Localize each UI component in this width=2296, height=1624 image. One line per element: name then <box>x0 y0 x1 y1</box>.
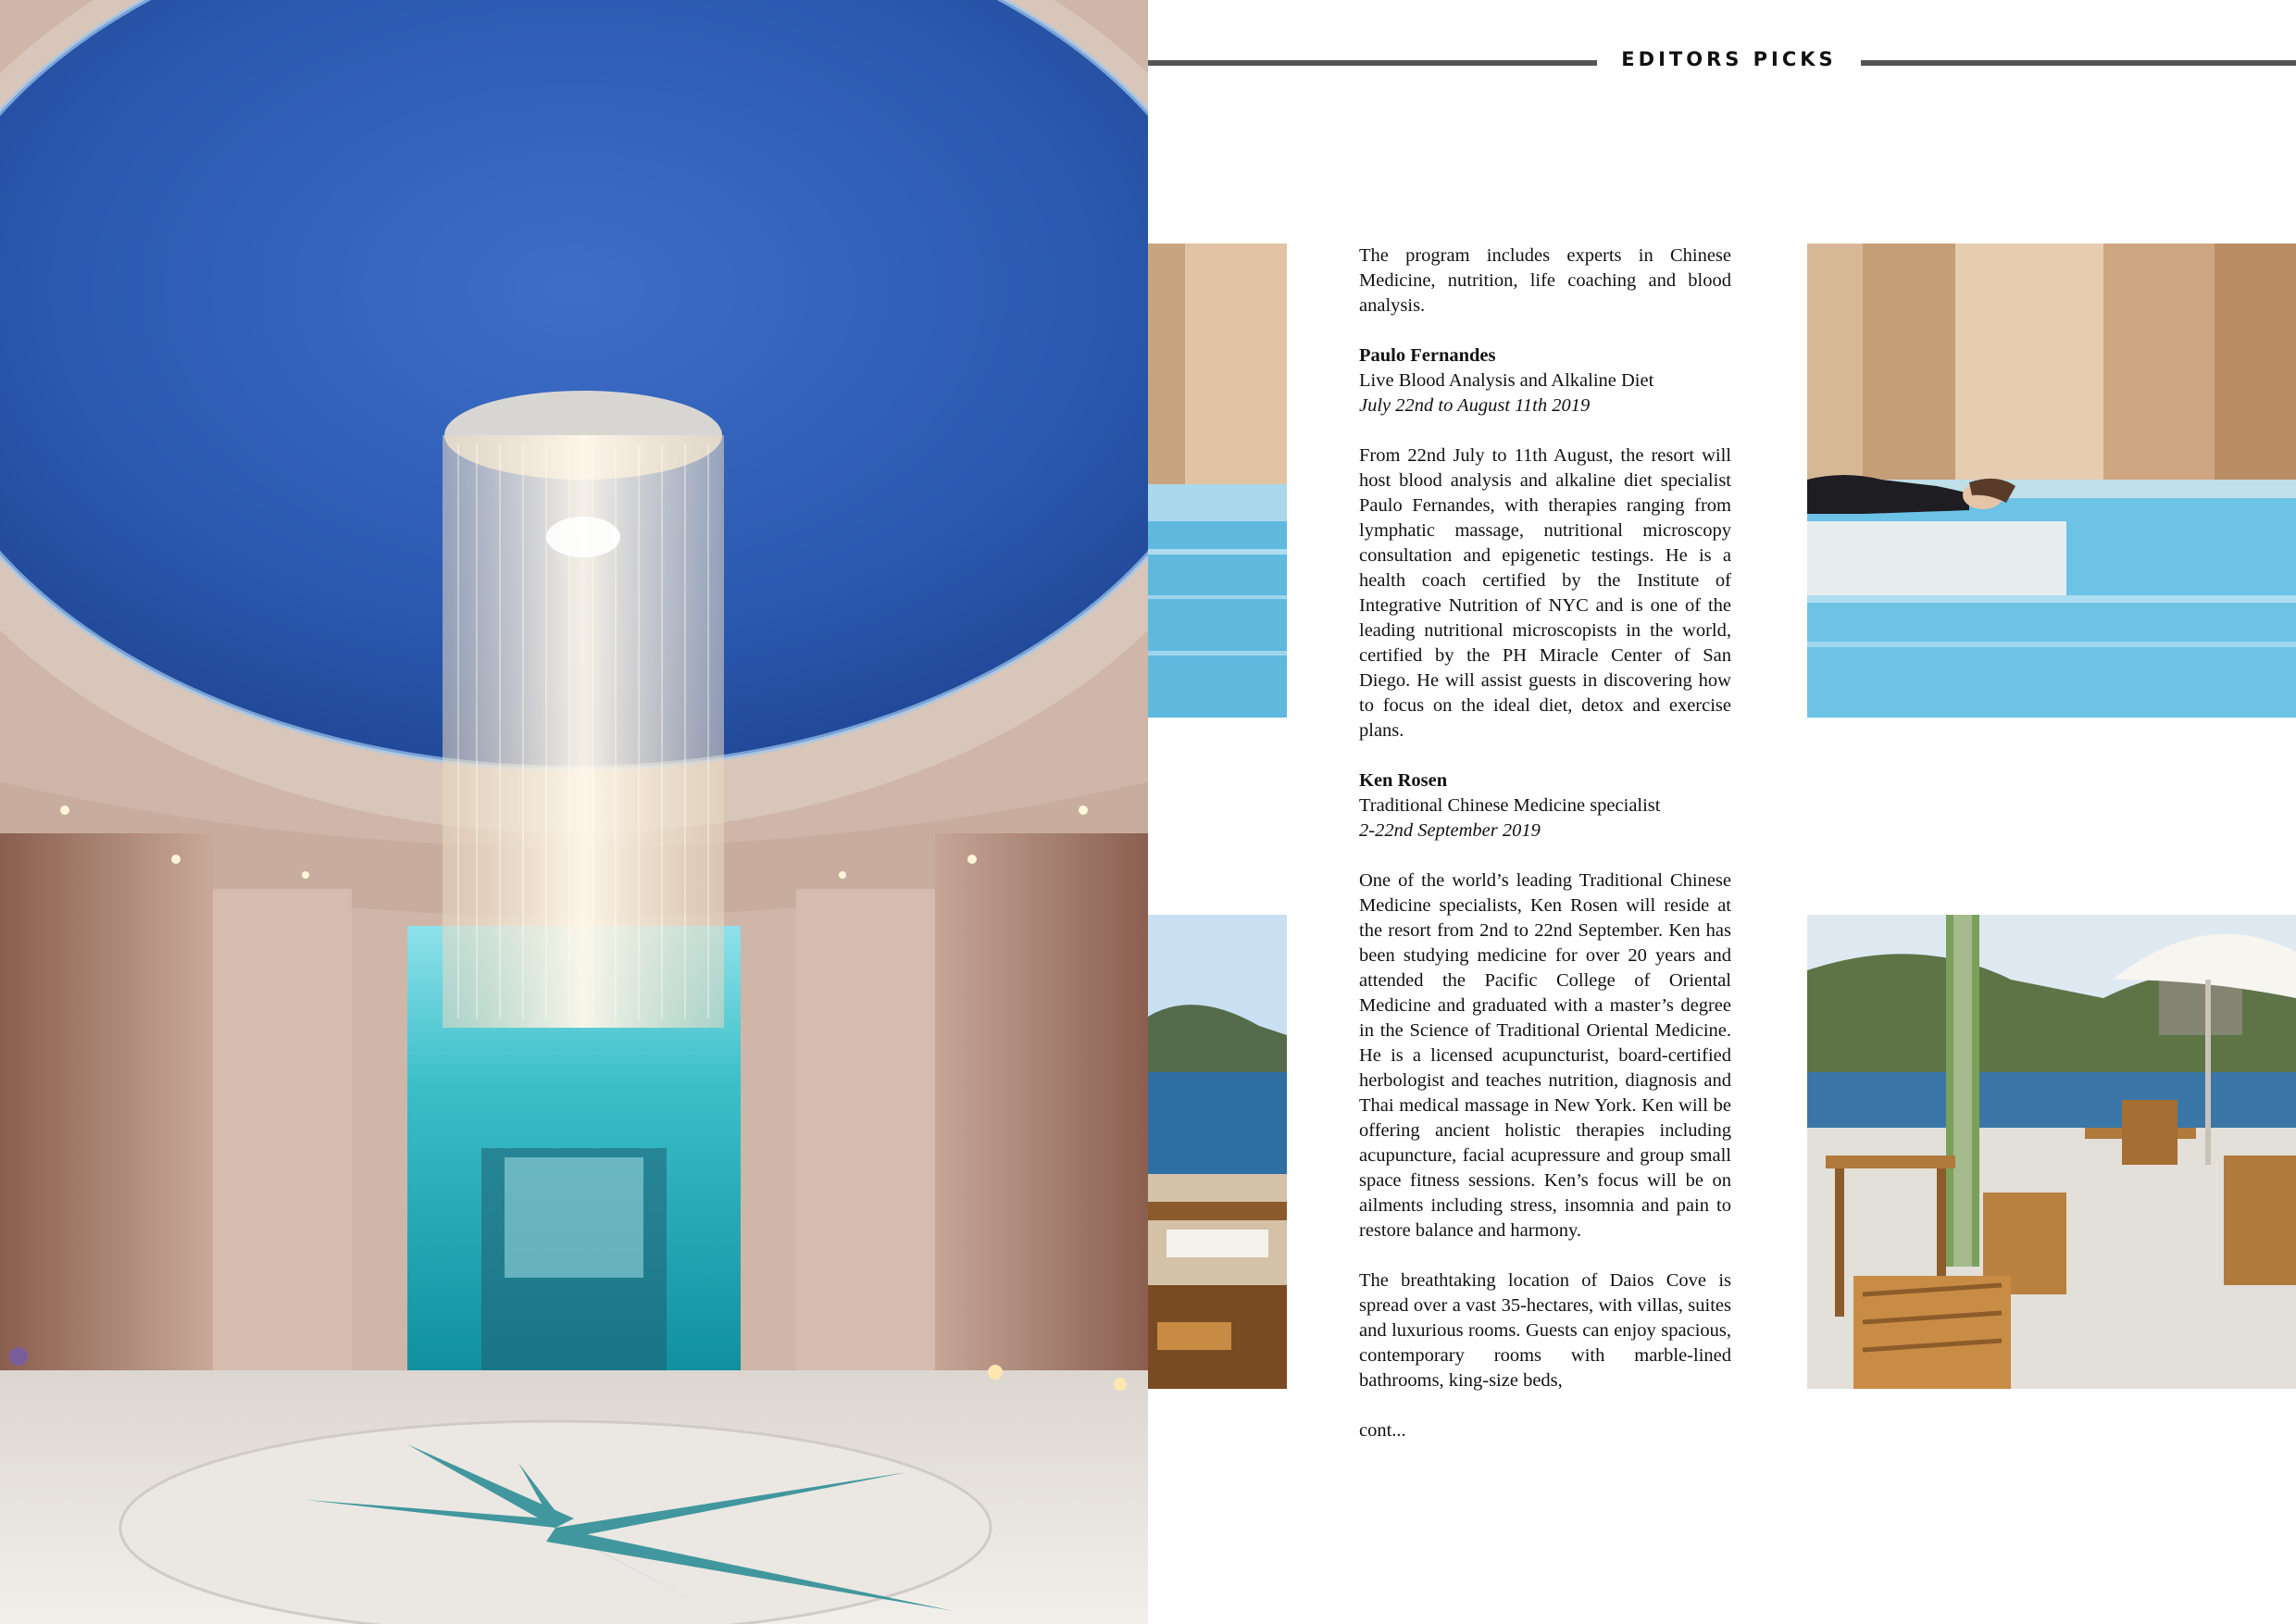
paragraph-ken: One of the world’s leading Traditional Chinese Medicine specialists, Ken Rosen will reside at the resort from 2nd to 22nd September. Ken has been studying medicine for over 20 years and attended the Pacific College of Oriental Medicine and graduated with a master’s degree in the Science of Traditional Oriental Medicine. He is a licensed acupuncturist, board-certified herbologist and teaches nutrition, diagnosis and Thai medical massage in New York. Ken will be offering ancient holistic therapies including acupuncture, facial acupressure and group small space fitness sessions. Ken’s focus will be on ailments including stress, insomnia and pain to restore balance and harmony. <box>1359 870 1731 1241</box>
header-rule-right <box>1861 60 2296 66</box>
intro-paragraph: The program includes experts in Chinese Medicine, nutrition, life coaching and blood analysis. <box>1359 245 1731 316</box>
woman-relaxing-pool-photo <box>1807 244 2296 718</box>
article-body <box>1359 244 1731 1443</box>
sea-terrace-photo <box>1148 915 1287 1389</box>
header-rule-left <box>1148 60 1597 66</box>
bio-role: Traditional Chinese Medicine specialist <box>1359 795 1661 816</box>
bio-dates: 2-22nd September 2019 <box>1359 820 1541 841</box>
continued-marker: cont... <box>1359 1420 1406 1441</box>
paragraph-daios-cove: The breathtaking location of Daios Cove is spread over a vast 35-hectares, with villas, suites and luxurious rooms. Guests can enjoy spacious, contemporary rooms with marble-lined bathrooms, king-size beds, <box>1359 1270 1731 1391</box>
dining-terrace-photo <box>1807 915 2296 1389</box>
bio-dates: July 22nd to August 11th 2019 <box>1359 395 1591 416</box>
bio-name: Ken Rosen <box>1359 770 1448 791</box>
section-title: EDITORS PICKS <box>1621 48 1837 70</box>
pool-edge-photo <box>1148 244 1287 718</box>
bio-role: Live Blood Analysis and Alkaline Diet <box>1359 370 1654 391</box>
bio-name: Paulo Fernandes <box>1359 345 1496 366</box>
bio-paulo-fernandes <box>1359 344 1731 418</box>
bio-ken-rosen <box>1359 768 1731 843</box>
paragraph-paulo: From 22nd July to 11th August, the resort will host blood analysis and alkaline diet specialist Paulo Fernandes, with therapies ranging from lymphatic massage, nutritional microscopy consultation and epigenetic testings. He is a health coach certified by the Institute of Integrative Nutrition of NYC and is one of the leading nutritional microscopists in the world, certified by the PH Miracle Center of San Diego. He will assist guests in discovering how to focus on the ideal diet, detox and exercise plans. <box>1359 445 1731 741</box>
